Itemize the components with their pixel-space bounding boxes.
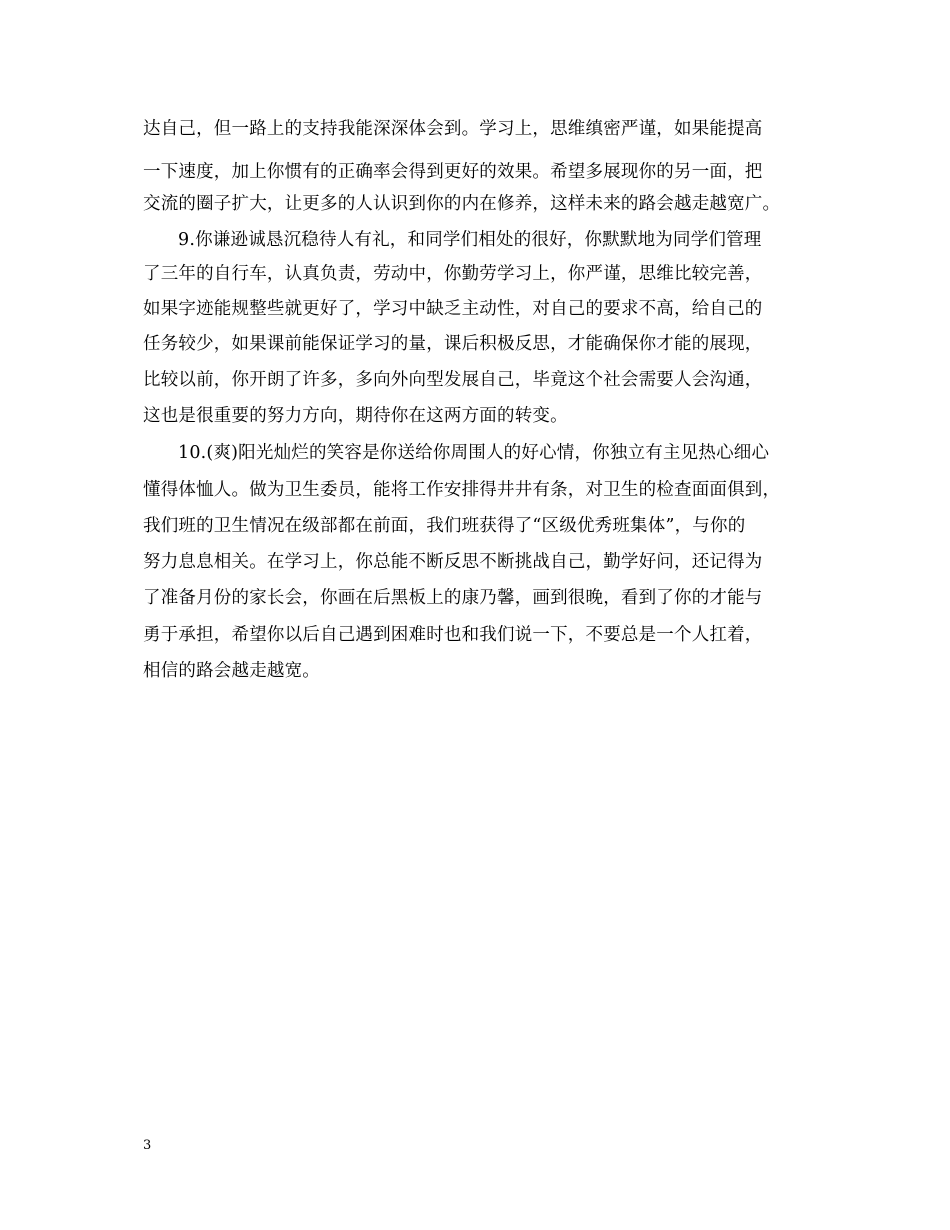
text-line: 交流的圈子扩大，让更多的人认识到你的内在修养，这样未来的路会越走越宽广。 <box>143 194 781 214</box>
text-line: 了三年的自行车，认真负责，劳动中，你勤劳学习上，你严谨，思维比较完善， <box>143 264 763 284</box>
text-line: 了准备月份的家长会，你画在后黑板上的康乃馨，画到很晚，看到了你的才能与 <box>143 588 763 608</box>
text-line: 如果字迹能规整些就更好了，学习中缺乏主动性，对自己的要求不高，给自己的 <box>143 299 763 319</box>
page-number: 3 <box>143 1138 152 1153</box>
text-line: 任务较少，如果课前能保证学习的量，课后积极反思，才能确保你才能的展现， <box>143 334 763 354</box>
text-line: 勇于承担，希望你以后自己遇到困难时也和我们说一下，不要总是一个人扛着， <box>143 625 763 645</box>
text-line: 懂得体恤人。做为卫生委员，能将工作安排得井井有条，对卫生的检查面面俱到， <box>143 480 781 500</box>
text-line: 比较以前，你开朗了许多，多向外向型发展自己，毕竟这个社会需要人会沟通， <box>143 370 763 390</box>
text-line: 努力息息相关。在学习上，你总能不断反思不断挑战自己，勤学好问，还记得为 <box>143 552 763 572</box>
text-line: 这也是很重要的努力方向，期待你在这两方面的转变。 <box>143 406 568 426</box>
text-line: 一下速度，加上你惯有的正确率会得到更好的效果。希望多展现你的另一面，把 <box>143 162 763 182</box>
text-line: 达自己，但一路上的支持我能深深体会到。学习上，思维缜密严谨，如果能提高 <box>143 119 763 139</box>
paragraph-9-start: 9.你谦逊诚恳沉稳待人有礼，和同学们相处的很好，你默默地为同学们管理 <box>178 230 762 250</box>
text-line: 我们班的卫生情况在级部都在前面，我们班获得了“区级优秀班集体”，与你的 <box>143 516 746 536</box>
paragraph-10-start: 10.(爽)阳光灿烂的笑容是你送给你周围人的好心情，你独立有主见热心细心 <box>178 443 770 463</box>
text-line: 相信的路会越走越宽。 <box>143 661 320 681</box>
